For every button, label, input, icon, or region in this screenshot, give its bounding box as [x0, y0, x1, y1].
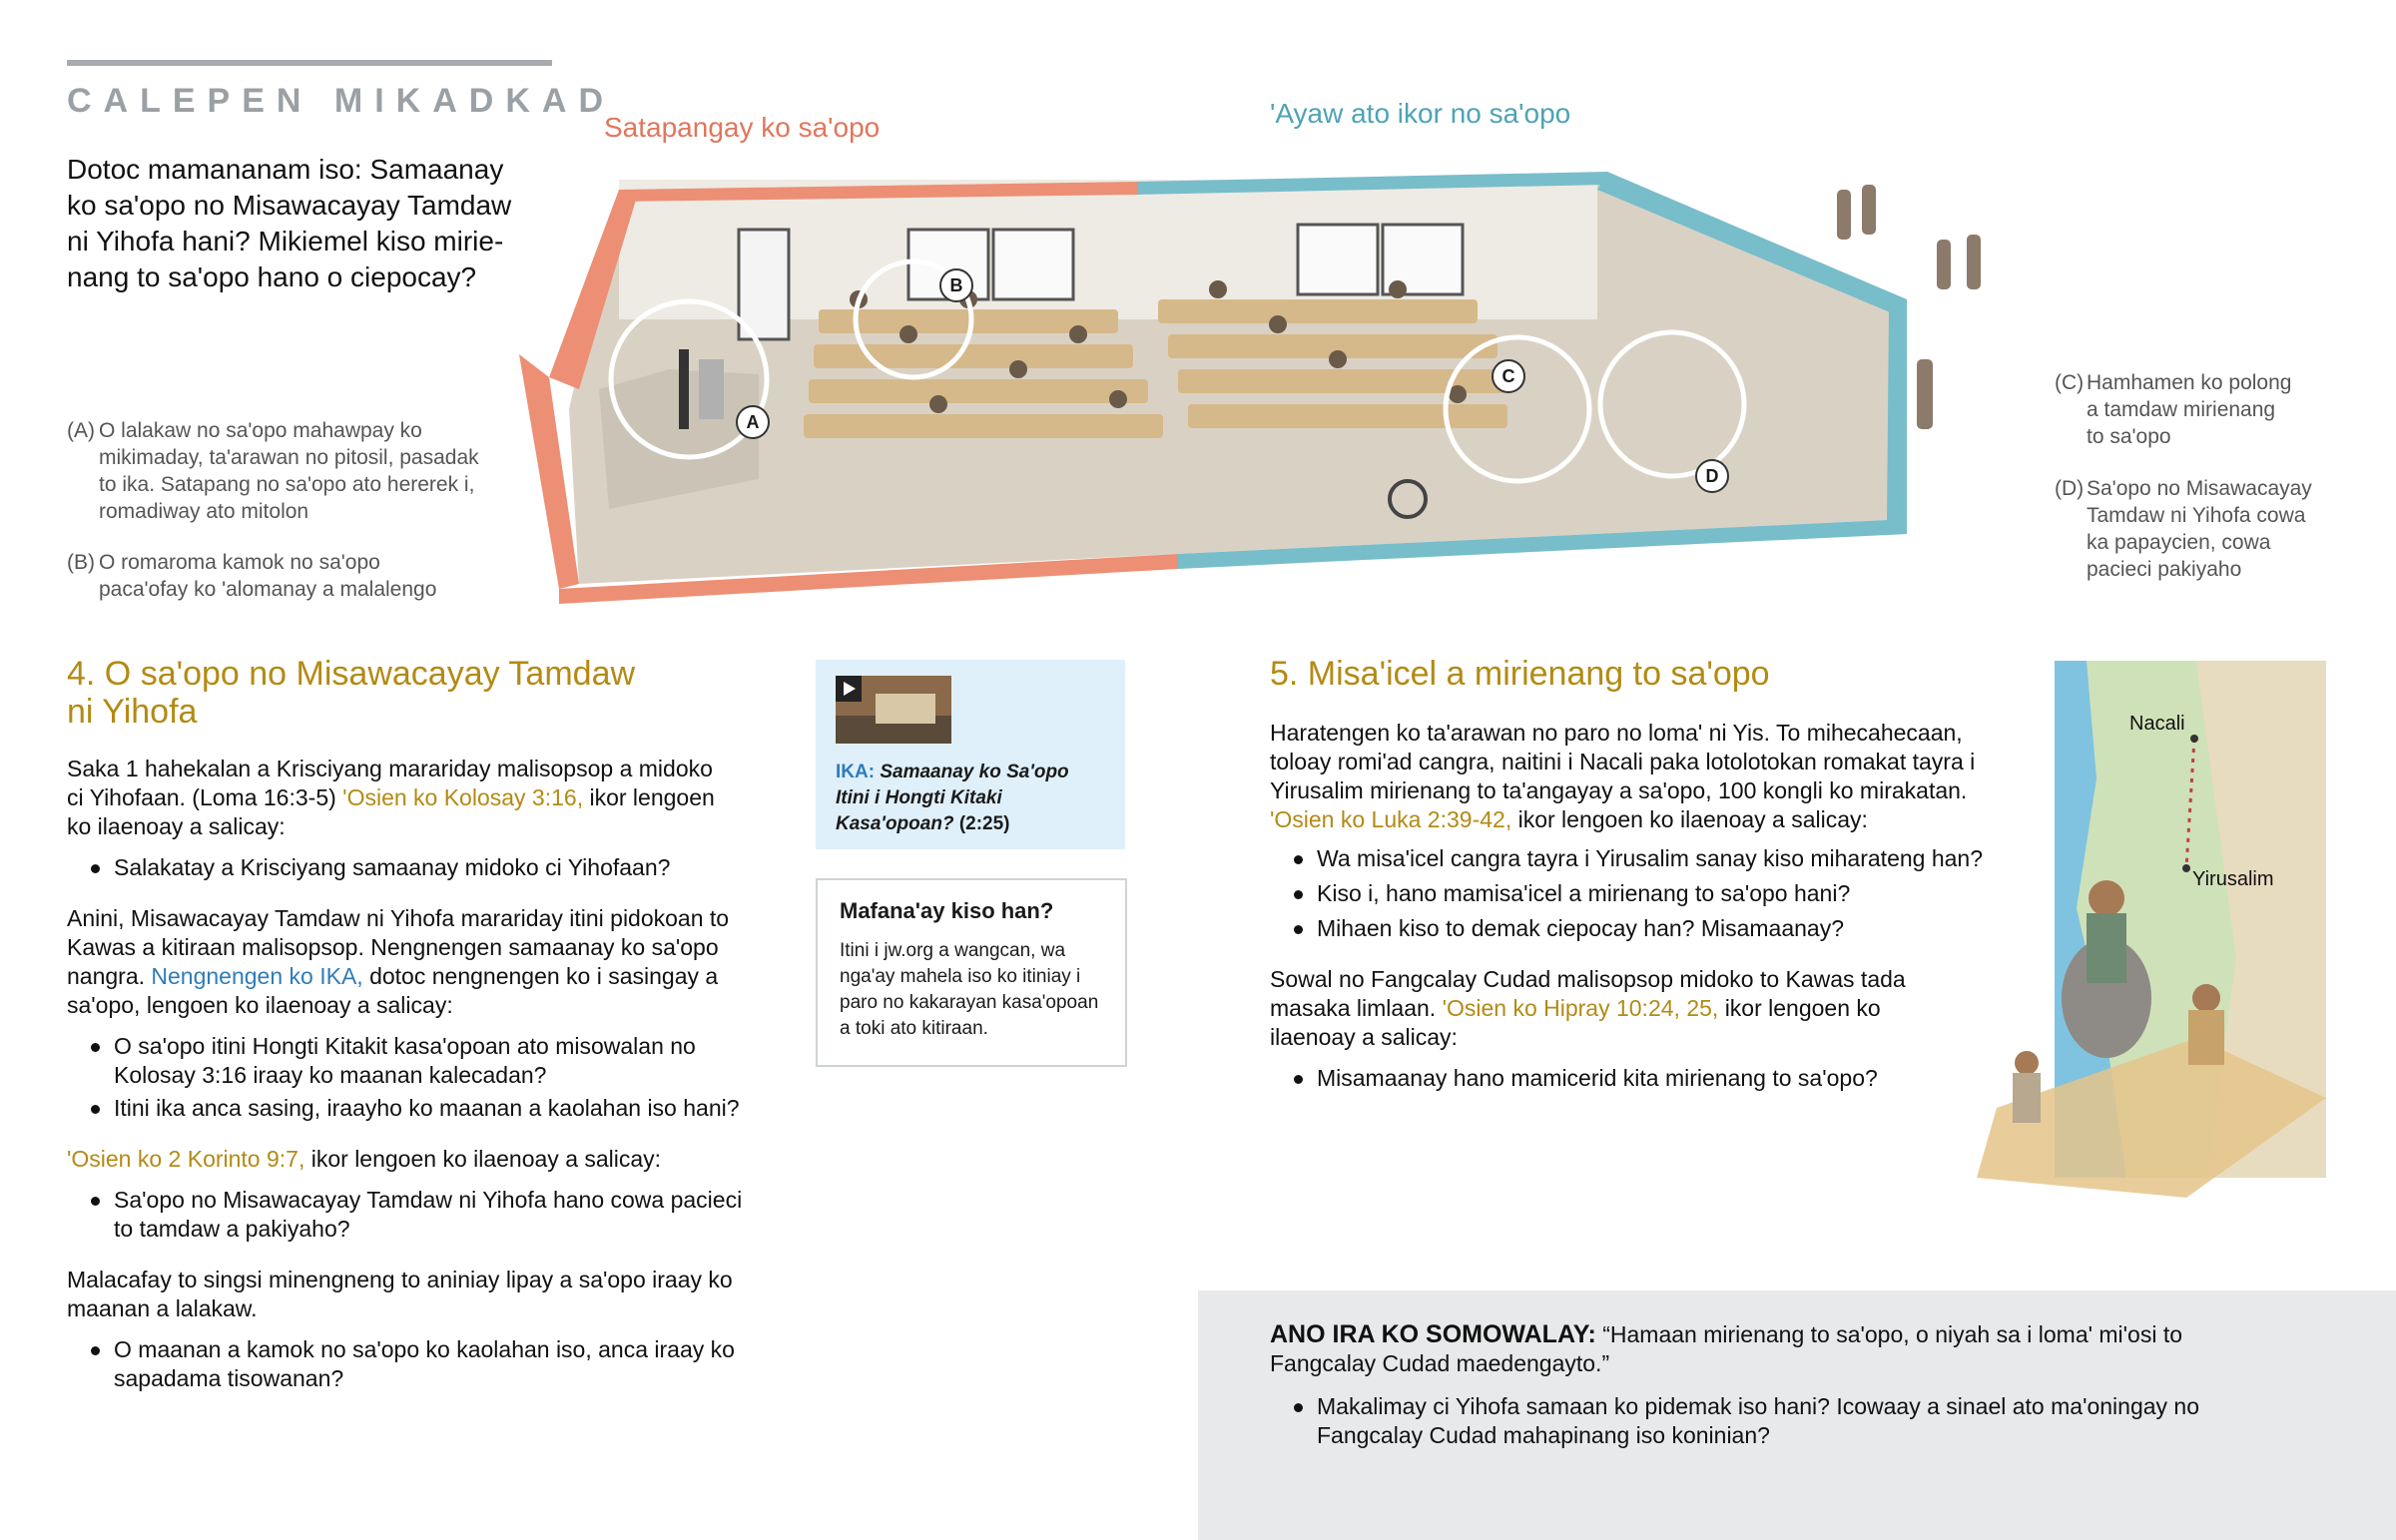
- question-list: [1270, 844, 1989, 943]
- podium: [699, 359, 724, 419]
- child: [2013, 1073, 2041, 1123]
- marker-a: A: [736, 405, 770, 439]
- journey-map-illustration: [1937, 659, 2336, 1238]
- summary-statement: ANO IRA KO SOMOWALAY: “Hamaan mirienang to sa'opo, o niyah sa i loma' mi'osi to Fangcalay Cudad maedengayto.”: [1270, 1320, 2183, 1376]
- caption-b: [67, 549, 446, 603]
- area-title-after: 'Ayaw ato ikor no sa'opo: [1270, 98, 1571, 129]
- video-caption: IKA: Samaanay ko Sa'opo Itini i Hongti Kitaki Kasa'opoan? (2:25): [836, 762, 1069, 834]
- video-thumbnail[interactable]: [836, 676, 951, 744]
- video-link[interactable]: Nengnengen ko IKA,: [151, 963, 363, 989]
- question-list: [1270, 1064, 1989, 1093]
- area-title-before: Satapangay ko sa'opo: [604, 112, 881, 143]
- section-5-paragraph-1: Haratengen ko ta'arawan no paro no loma' ni Yis. To mihecahecaan, toloay romi'ad cangra, naitini i Nacali paka lotolotokan romakat tayra i Yirusalim mirienang to ta'angayay a sa'opo, 100 kongli ko mirakatan. 'Osien ko Luka 2:39-42, ikor lengoen ko ilaenoay a salicay:: [1270, 720, 1976, 832]
- question-list: [67, 1186, 766, 1244]
- question-item: Makalimay ci Yihofa samaan ko pidemak iso hani? Icowaay a sinael ato ma'oningay no Fangcalay Cudad mahapinang iso koninian?: [1270, 1392, 2228, 1450]
- window: [1298, 225, 1378, 294]
- caption-d-label: (D): [2055, 477, 2085, 500]
- summary-body: [1270, 1320, 2228, 1450]
- section-4-title: 4. O sa'opo no Misawacayay Tamdaw ni Yihofa: [67, 655, 636, 731]
- question-item: Sa'opo no Misawacayay Tamdaw ni Yihofa hano cowa pacieci to tamdaw a pakiyaho?: [67, 1186, 766, 1244]
- section-4-paragraph-4: Malacafay to singsi minengneng to aniniay lipay a sa'opo iraay ko maanan a lalakaw.: [67, 1267, 733, 1321]
- caption-a: [67, 417, 486, 525]
- question-item: Itini ika anca sasing, iraayho ko maanan a kaolahan iso hani?: [67, 1094, 766, 1123]
- scripture-link[interactable]: 'Osien ko Luka 2:39-42,: [1270, 806, 1512, 832]
- left-wall-rim: [519, 354, 579, 589]
- did-you-know-title: Mafana'ay kiso han?: [840, 898, 1054, 923]
- caption-c-label: (C): [2055, 371, 2085, 394]
- marker-b: B: [939, 268, 973, 302]
- section-4-paragraph-3: 'Osien ko 2 Korinto 9:7, ikor lengoen ko ilaenoay a salicay:: [67, 1146, 662, 1172]
- city-yirusalim: [2182, 864, 2190, 872]
- map-label-yirusalim: Yirusalim: [2192, 868, 2274, 890]
- kingdom-hall-illustration: [519, 160, 2027, 609]
- question-list: [1270, 1392, 2228, 1450]
- question-item: Mihaen kiso to demak ciepocay han? Misamaanay?: [1270, 914, 1989, 943]
- caption-d-text: Sa'opo no Misawacayay Tamdaw ni Yihofa cowa ka papaycien, cowa pacieci pakiyaho: [2087, 477, 2312, 581]
- scripture-link[interactable]: 'Osien ko 2 Korinto 9:7,: [67, 1146, 305, 1172]
- caption-b-label: (B): [67, 551, 95, 574]
- door: [739, 230, 789, 339]
- video-box[interactable]: [816, 660, 1125, 849]
- top-rule: [67, 60, 552, 66]
- section-5-body: [1270, 719, 1989, 1093]
- scripture-link[interactable]: 'Osien ko Kolosay 3:16,: [342, 784, 584, 810]
- question-item: O sa'opo itini Hongti Kitakit kasa'opoan ato misowalan no Kolosay 3:16 iraay ko maanan kalecadan?: [67, 1032, 766, 1090]
- caption-a-label: (A): [67, 419, 95, 442]
- caption-c-text: Hamhamen ko polong a tamdaw mirienang to sa'opo: [2087, 371, 2292, 448]
- section-label: CALEPEN MIKADKAD: [67, 82, 615, 120]
- caption-b-text: O romaroma kamok no sa'opo paca'ofay ko 'alomanay a malalengo: [99, 551, 437, 601]
- section-5-paragraph-2: Sowal no Fangcalay Cudad malisopsop midoko to Kawas tada masaka limlaan. 'Osien ko Hipray 10:24, 25, ikor lengoen ko ilaenoay a salicay:: [1270, 966, 1906, 1050]
- question-list: [67, 853, 766, 882]
- question-item: Salakatay a Krisciyang samaanay midoko ci Yihofaan?: [67, 853, 766, 882]
- window: [993, 230, 1073, 299]
- question-list: [67, 1335, 766, 1393]
- section-4-paragraph-1: Saka 1 hahekalan a Krisciyang marariday malisopsop a midoko ci Yihofaan. (Loma 16:3-5) 'Osien ko Kolosay 3:16, ikor lengoen ko ilaenoay a salicay:: [67, 756, 715, 839]
- section-5-title: 5. Misa'icel a mirienang to sa'opo: [1270, 655, 1770, 693]
- speaker: [679, 349, 689, 429]
- question-item: Misamaanay hano mamicerid kita mirienang to sa'opo?: [1270, 1064, 1989, 1093]
- marker-c: C: [1492, 359, 1525, 393]
- question-item: O maanan a kamok no sa'opo ko kaolahan iso, anca iraay ko sapadama tisowanan?: [67, 1335, 766, 1393]
- section-4-body: [67, 755, 766, 1393]
- did-you-know-text: Itini i jw.org a wangcan, wa nga'ay mahela iso ko itiniay i paro no kakarayan kasa'opoan a toki ato kitiraan.: [840, 940, 1099, 1039]
- intro-question: Dotoc mamananam iso: Samaanay ko sa'opo no Misawacayay Tamdaw ni Yihofa hani? Mikiemel kiso mirienang to sa'opo hano o ciepocay?: [67, 154, 512, 292]
- section-4-paragraph-2: Anini, Misawacayay Tamdaw ni Yihofa marariday itini pidokoan to Kawas a kitiraan malisopsop. Nengnengen samaanay ko sa'opo nangra. Nengnengen ko IKA, dotoc nengnengen ko i sasingay a sa'opo, lengoen ko ilaenoay a salicay:: [67, 905, 730, 1018]
- did-you-know-box: [816, 878, 1127, 1067]
- traveler: [2087, 913, 2126, 983]
- question-list: [67, 1032, 766, 1123]
- question-item: Kiso i, hano mamisa'icel a mirienang to sa'opo hani?: [1270, 879, 1989, 908]
- scripture-link[interactable]: 'Osien ko Hipray 10:24, 25,: [1442, 995, 1719, 1021]
- city-nacali: [2190, 735, 2198, 743]
- caption-c: [2055, 369, 2294, 450]
- caption-a-text: O lalakaw no sa'opo mahawpay ko mikimaday, ta'arawan no pitosil, pasadak to ika. Satapang no sa'opo ato hererek i, romadiway ato mitolon: [99, 419, 479, 523]
- map-label-nacali: Nacali: [2129, 713, 2185, 735]
- question-item: Wa misa'icel cangra tayra i Yirusalim sanay kiso miharateng han?: [1270, 844, 1989, 873]
- seated-woman: [2188, 1010, 2224, 1065]
- caption-d: [2055, 475, 2314, 583]
- marker-d: D: [1695, 459, 1729, 493]
